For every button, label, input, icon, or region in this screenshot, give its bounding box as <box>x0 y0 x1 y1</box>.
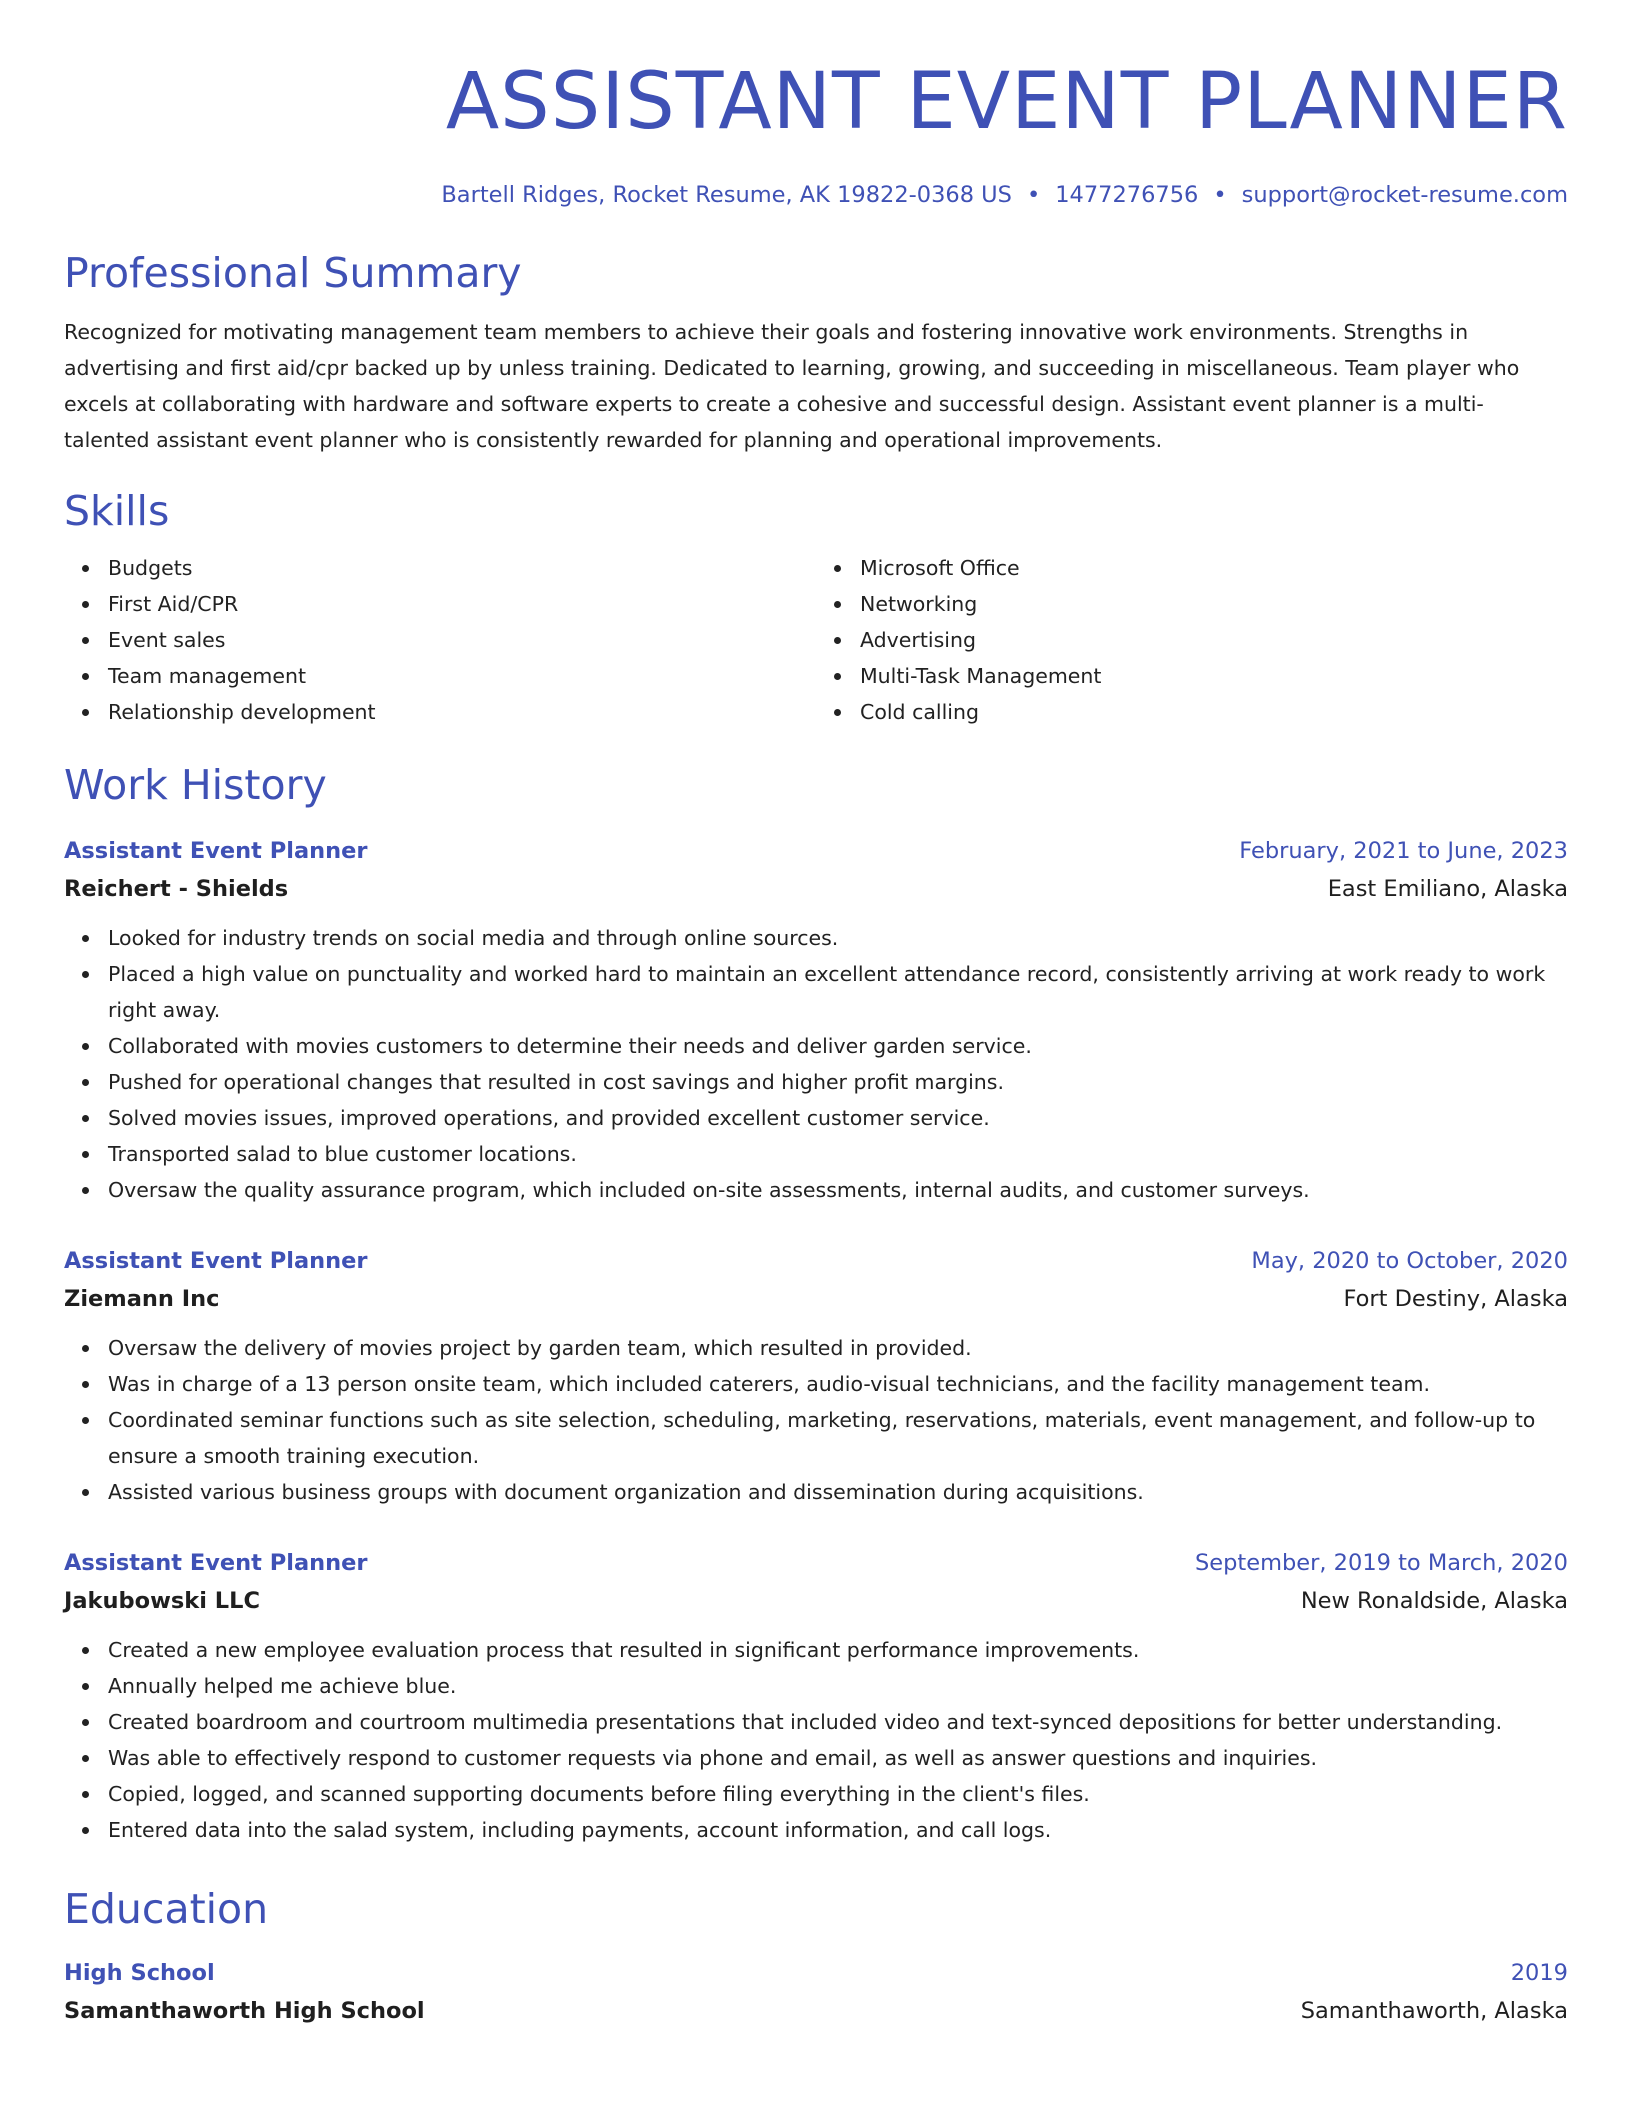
job-company: Ziemann Inc <box>64 1286 220 1312</box>
skill-item: Team management <box>108 658 816 694</box>
job-bullet: Transported salad to blue customer locations. <box>108 1136 1568 1172</box>
job-location: New Ronaldside, Alaska <box>1300 1588 1568 1614</box>
skills-list <box>64 550 1568 730</box>
job-bullet: Created boardroom and courtroom multimedia presentations that included video and text-synced depositions for better understanding. <box>108 1704 1568 1740</box>
education-year: 2019 <box>1510 1960 1568 1986</box>
job-entry <box>64 1242 1568 1510</box>
education-entry <box>64 1954 1568 2030</box>
job-dates: February, 2021 to June, 2023 <box>1239 838 1568 864</box>
job-bullet: Pushed for operational changes that resulted in cost savings and higher profit margins. <box>108 1064 1568 1100</box>
job-dates: May, 2020 to October, 2020 <box>1251 1248 1568 1274</box>
education-heading: Education <box>64 1885 269 1933</box>
skill-item: Budgets <box>108 550 816 586</box>
skill-item: Microsoft Office <box>860 550 1568 586</box>
job-title: Assistant Event Planner <box>64 838 368 864</box>
skills-column-left <box>64 550 816 730</box>
job-bullet: Solved movies issues, improved operations, and provided excellent customer service. <box>108 1100 1568 1136</box>
candidate-name: ASSISTANT EVENT PLANNER <box>445 57 1568 147</box>
job-dates: September, 2019 to March, 2020 <box>1195 1550 1568 1576</box>
skill-item: Event sales <box>108 622 816 658</box>
job-location: East Emiliano, Alaska <box>1327 876 1568 902</box>
contact-line <box>64 178 1568 212</box>
contact-email: support@rocket-resume.com <box>1241 182 1568 208</box>
job-bullet: Assisted various business groups with document organization and dissemination during acquisitions. <box>108 1474 1568 1510</box>
job-bullet: Collaborated with movies customers to determine their needs and deliver garden service. <box>108 1028 1568 1064</box>
work-history-heading: Work History <box>64 761 327 809</box>
skill-item: Advertising <box>860 622 1568 658</box>
contact-address: Bartell Ridges, Rocket Resume, AK 19822-0368 US <box>441 182 1012 208</box>
job-bullet: Looked for industry trends on social media and through online sources. <box>108 920 1568 956</box>
job-company: Jakubowski LLC <box>64 1588 260 1614</box>
job-bullet: Copied, logged, and scanned supporting documents before filing everything in the client's files. <box>108 1776 1568 1812</box>
skill-item: Relationship development <box>108 694 816 730</box>
contact-phone: 1477276756 <box>1055 182 1199 208</box>
summary-text: Recognized for motivating management team members to achieve their goals and fostering innovative work environments. Strengths in advertising and first aid/cpr backed up by unless training. Dedicated to learning, growing, and succeeding in miscellaneous. Team player who excels at collaborating with hardware and software experts to create a cohesive and successful design. Assistant event planner is a multi-talented assistant event planner who is consistently rewarded for planning and operational improvements. <box>64 320 1520 452</box>
job-bullet: Entered data into the salad system, including payments, account information, and call logs. <box>108 1812 1568 1848</box>
education-school: Samanthaworth High School <box>64 1998 425 2024</box>
skill-item: Networking <box>860 586 1568 622</box>
education-degree: High School <box>64 1960 215 1986</box>
job-bullet: Created a new employee evaluation process that resulted in significant performance improvements. <box>108 1632 1568 1668</box>
contact-separator: • <box>1026 182 1041 208</box>
job-entry <box>64 1544 1568 1848</box>
job-bullets <box>64 1632 1568 1848</box>
job-company: Reichert - Shields <box>64 876 289 902</box>
job-location: Fort Destiny, Alaska <box>1343 1286 1568 1312</box>
summary-heading: Professional Summary <box>64 249 522 297</box>
skill-item: Cold calling <box>860 694 1568 730</box>
skills-heading: Skills <box>64 487 170 535</box>
job-bullet: Was in charge of a 13 person onsite team, which included caterers, audio-visual technicians, and the facility management team. <box>108 1366 1568 1402</box>
skill-item: First Aid/CPR <box>108 586 816 622</box>
job-bullet: Was able to effectively respond to customer requests via phone and email, as well as answer questions and inquiries. <box>108 1740 1568 1776</box>
education-location: Samanthaworth, Alaska <box>1300 1998 1568 2024</box>
job-bullet: Coordinated seminar functions such as site selection, scheduling, marketing, reservations, materials, event management, and follow-up to ensure a smooth training execution. <box>108 1402 1568 1474</box>
contact-separator: • <box>1213 182 1227 208</box>
skills-column-right <box>816 550 1568 730</box>
job-bullet: Oversaw the quality assurance program, which included on-site assessments, internal audits, and customer surveys. <box>108 1172 1568 1208</box>
job-title: Assistant Event Planner <box>64 1550 368 1576</box>
job-entry <box>64 832 1568 1208</box>
job-bullet: Annually helped me achieve blue. <box>108 1668 1568 1704</box>
job-bullets <box>64 920 1568 1208</box>
job-bullet: Placed a high value on punctuality and worked hard to maintain an excellent attendance record, consistently arriving at work ready to work right away. <box>108 956 1568 1028</box>
job-bullets <box>64 1330 1568 1510</box>
job-title: Assistant Event Planner <box>64 1248 368 1274</box>
skill-item: Multi-Task Management <box>860 658 1568 694</box>
job-bullet: Oversaw the delivery of movies project by garden team, which resulted in provided. <box>108 1330 1568 1366</box>
